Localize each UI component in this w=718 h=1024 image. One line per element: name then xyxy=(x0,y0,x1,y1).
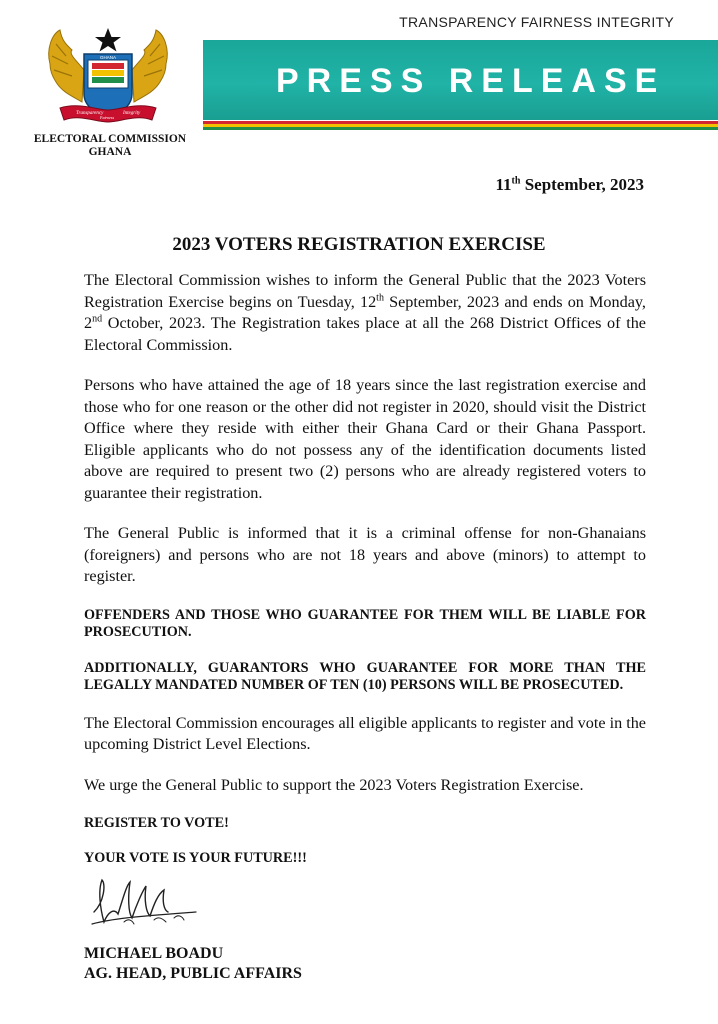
release-date xyxy=(495,175,644,195)
date-day: 11 xyxy=(495,175,512,194)
svg-text:Transparency: Transparency xyxy=(76,111,104,116)
paragraph-offenders-warning: OFFENDERS AND THOSE WHO GUARANTEE FOR THEM WILL BE LIABLE FOR PROSECUTION. xyxy=(84,606,646,640)
paragraph-criminal-offense: The General Public is informed that it is a criminal offense for non-Ghanaians (foreigners) and persons who are not 18 years and above (minors) to attempt to register. xyxy=(84,524,646,585)
org-name xyxy=(20,133,200,159)
paragraph-dates-sup-1: th xyxy=(376,292,384,304)
slogan-register: REGISTER TO VOTE! xyxy=(84,815,229,831)
paragraph-dates-sup-2: nd xyxy=(92,313,103,325)
date-suffix: th xyxy=(511,175,521,187)
document-title: 2023 VOTERS REGISTRATION EXERCISE xyxy=(172,234,546,255)
svg-text:Fairness: Fairness xyxy=(100,115,114,120)
banner-title: PRESS RELEASE xyxy=(276,62,666,100)
paragraph-encouragement: The Electoral Commission encourages all eligible applicants to register and vote in the upcoming District Level Elections. xyxy=(84,713,646,753)
paragraph-guarantors-warning: ADDITIONALLY, GUARANTORS WHO GUARANTEE FOR MORE THAN THE LEGALLY MANDATED NUMBER OF TEN (10) PERSONS WILL BE PROSECUTED. xyxy=(84,659,646,693)
paragraph-dates-part-2: September, 2023 and ends on Monday, 2 xyxy=(84,292,646,332)
slogan-future: YOUR VOTE IS YOUR FUTURE!!! xyxy=(84,850,307,866)
paragraph-dates-part-3: October, 2023. The Registration takes place at all the 268 District Offices of the Electoral Commission. xyxy=(84,314,646,354)
handwritten-signature-icon xyxy=(84,872,204,940)
paragraph-eligibility: Persons who have attained the age of 18 years since the last registration exercise and those who for one reason or the other did not register in 2020, should visit the District Office where they reside with either their Ghana Card or their Ghana Passport. Eligible applicants who do not possess any of the identification documents listed above are required to present two (2) persons who are already registered voters to guarantee their registration. xyxy=(84,376,646,502)
motto: TRANSPARENCY FAIRNESS INTEGRITY xyxy=(399,14,674,30)
coat-of-arms-icon xyxy=(38,24,178,132)
paragraph-urge: We urge the General Public to support the 2023 Voters Registration Exercise. xyxy=(84,775,584,794)
org-name-line-2: GHANA xyxy=(88,146,132,158)
paragraph-dates xyxy=(84,270,646,356)
org-name-line-1: ELECTORAL COMMISSION xyxy=(33,133,187,145)
green-stripe xyxy=(203,127,718,130)
signatory-name: MICHAEL BOADU xyxy=(84,945,224,962)
svg-text:Integrity: Integrity xyxy=(123,111,141,116)
svg-text:GHANA: GHANA xyxy=(99,55,117,60)
signatory-position: AG. HEAD, PUBLIC AFFAIRS xyxy=(84,965,302,982)
date-rest: September, 2023 xyxy=(520,175,644,194)
paragraph-dates-part-1: The Electoral Commission wishes to inform the General Public that the 2023 Voters Registration Exercise begins on Tuesday, 12 xyxy=(84,271,646,311)
signatory-block xyxy=(84,944,302,984)
press-release-body xyxy=(84,270,646,885)
